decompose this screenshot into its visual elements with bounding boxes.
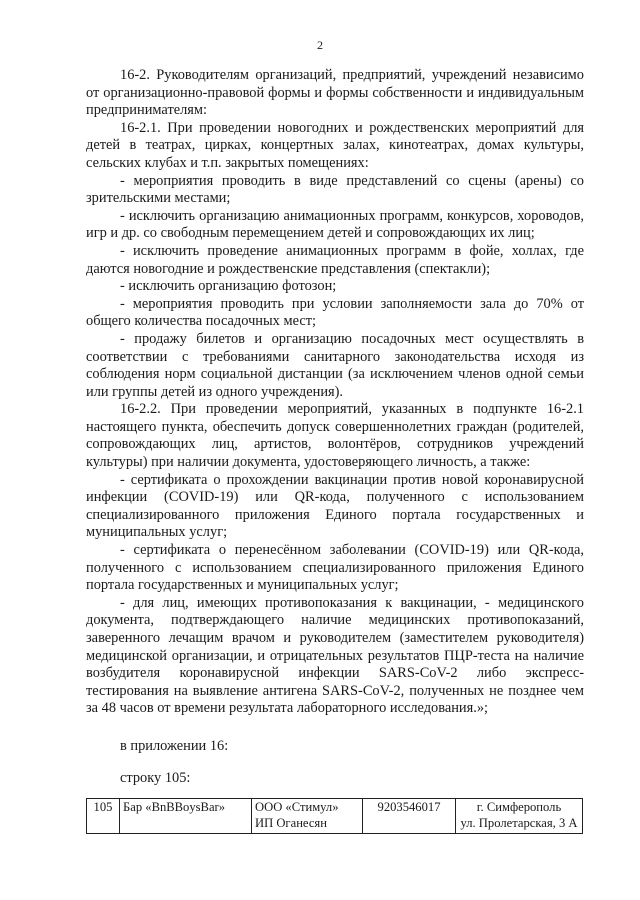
list-item: - мероприятия проводить в виде представлений со сцены (арены) со зрительскими местами;: [86, 172, 584, 207]
address-street: ул. Пролетарская, 3 А: [460, 815, 578, 830]
list-item: - исключить проведение анимационных программ в фойе, холлах, где даются новогодние и рождественские представления (спектакли);: [86, 242, 584, 277]
document-body: [86, 67, 584, 787]
address-cell: [456, 799, 583, 834]
page-number: 2: [317, 38, 323, 52]
list-item: - исключить организацию анимационных программ, конкурсов, хороводов, игр и др. со свободным перемещением детей и сопровождающих их лиц;: [86, 207, 584, 242]
paragraph: 16-2.1. При проведении новогодних и рождественских мероприятий для детей в театрах, цирках, концертных залах, кинотеатрах, домах культуры, сельских клубах и т.п. закрытых помещениях:: [86, 119, 584, 171]
inn-cell: 9203546017: [363, 799, 456, 834]
list-item: - исключить организацию фотозон;: [120, 278, 337, 295]
row-line: строку 105:: [120, 769, 191, 786]
registry-table: [86, 798, 583, 834]
list-item: - продажу билетов и организацию посадочных мест осуществлять в соответствии с требованиями санитарного законодательства исходя из соблюдения норм социальной дистанции (за исключением членов одной семьи или группы детей из одного учреждения).: [86, 330, 584, 400]
list-item: - для лиц, имеющих противопоказания к вакцинации, - медицинского документа, подтверждающего наличие медицинских противопоказаний, заверенного лечащим врачом и руководителем (заместителем руководителя) медицинской организации, и отрицательных результатов ПЦР-теста на наличие возбудителя коронавирусной инфекции SARS-CoV-2 либо экспресс-тестирования на выявление антигена SARS-CoV-2, полученных не позднее чем за 48 часов от времени результата лабораторного исследования.»;: [86, 594, 584, 717]
paragraph: 16-2. Руководителям организаций, предприятий, учреждений независимо от организационно-правовой формы и формы собственности и индивидуальным предпринимателям:: [86, 67, 584, 119]
establishment-name-cell: Бар «BnBBoysBar»: [120, 799, 252, 834]
list-item: - сертификата о перенесённом заболевании (COVID-19) или QR-кода, полученного с использованием специализированного приложения Единого портала государственных и муниципальных услуг;: [86, 542, 584, 594]
paragraph: 16-2.2. При проведении мероприятий, указанных в подпункте 16-2.1 настоящего пункта, обеспечить допуск совершеннолетних граждан (родителей, сопровождающих лиц, артистов, волонтёров, сотрудников учреждений культуры) при наличии документа, удостоверяющего личность, а также:: [86, 401, 584, 471]
organization-name: ИП Оганесян: [255, 815, 327, 830]
list-item: - мероприятия проводить при условии заполняемости зала до 70% от общего количества посадочных мест;: [86, 295, 584, 330]
organization-cell: [252, 799, 363, 834]
organization-name: ООО «Стимул»: [255, 800, 339, 814]
list-item: - сертификата о прохождении вакцинации против новой коронавирусной инфекции (COVID-19) или QR-кода, полученного с использованием специализированного приложения Единого портала государственных и муниципальных услуг;: [86, 471, 584, 541]
address-city: г. Симферополь: [476, 800, 562, 814]
appendix-line: в приложении 16:: [120, 737, 229, 754]
table-row: [87, 799, 583, 834]
row-number-cell: 105: [87, 799, 120, 834]
